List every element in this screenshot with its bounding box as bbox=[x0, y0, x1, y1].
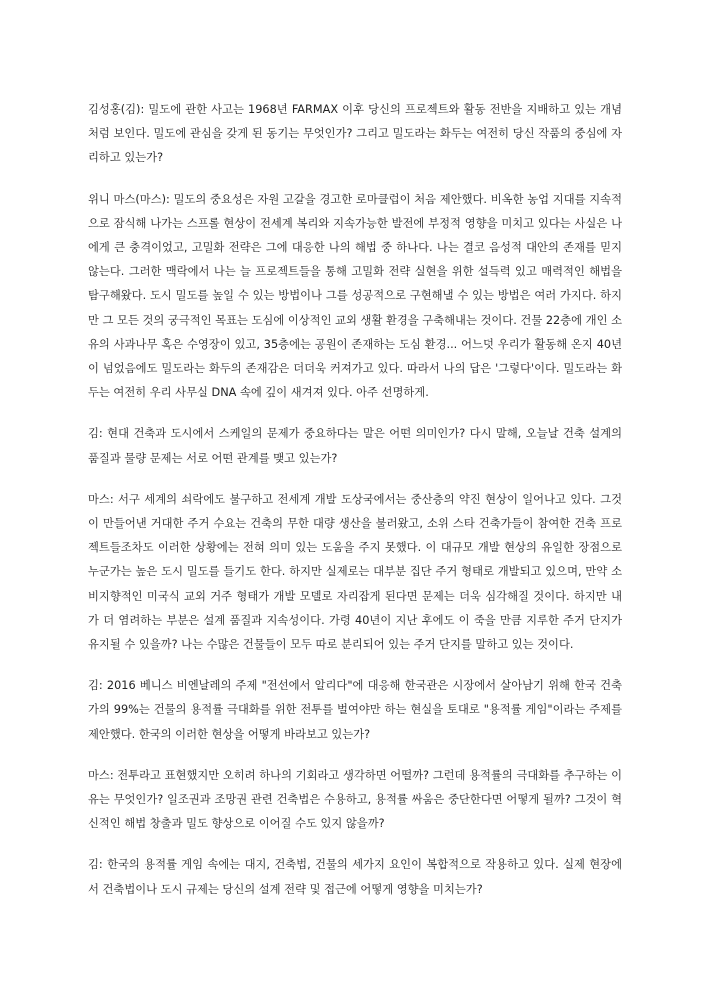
interview-question-3: 김: 2016 베니스 비엔날레의 주제 "전선에서 알리다"에 대응해 한국관은 시장에서 살아남기 위해 한국 건축가의 99%는 건물의 용적률 극대화를 위한 전투를 벌여야만 하는 현실을 토대로 "용적률 게임"이라는 주제를 제안했다. 한국의 이러한 현상을 어떻게 바라보고 있는가? bbox=[88, 679, 622, 741]
interview-answer-3: 마스: 전투라고 표현했지만 오히려 하나의 기회라고 생각하면 어떨까? 그런데 용적률의 극대화를 추구하는 이유는 무엇인가? 일조권과 조망권 관련 건축법은 수용하고, 용적률 싸움은 중단한다면 어떻게 될까? 그것이 혁신적인 해법 창출과 밀도 향상으로 이어질 수도 있지 않을까? bbox=[88, 768, 622, 831]
document-page bbox=[88, 98, 622, 919]
interview-question-4: 김: 한국의 용적률 게임 속에는 대지, 건축법, 건물의 세가지 요인이 복합적으로 작용하고 있다. 실제 현장에서 건축법이나 도시 규제는 당신의 설계 전략 및 접근에 어떻게 영향을 미치는가? bbox=[88, 858, 622, 896]
interview-answer-1: 위니 마스(마스): 밀도의 중요성은 자원 고갈을 경고한 로마클럽이 처음 제안했다. 비옥한 농업 지대를 지속적으로 잠식해 나가는 스프롤 현상이 전세계 복리와 지속가능한 발전에 부정적 영향을 미치고 있다는 사실은 나에게 큰 충격이었고, 고밀화 전략은 그에 대응한 나의 해법 중 하나다. 나는 결코 음성적 대안의 존재를 믿지 않는다. 그러한 맥락에서 나는 늘 프로젝트들을 통해 고밀화 전략 실현을 위한 설득력 있고 매력적인 해법을 탐구해왔다. 도시 밀도를 높일 수 있는 방법이나 그를 성공적으로 구현해낼 수 있는 방법은 여러 가지다. 하지만 그 모든 것의 궁극적인 목표는 도심에 이상적인 교외 생활 환경을 구축해내는 것이다. 건물 22층에 개인 소유의 사과나무 혹은 수영장이 있고, 35층에는 공원이 존재하는 도심 환경... 어느덧 우리가 활동해 온지 40년이 넘었음에도 밀도라는 화두의 존재감은 더더욱 커져가고 있다. 따라서 나의 답은 '그렇다'이다. 밀도라는 화두는 여전히 우리 사무실 DNA 속에 깊이 새겨져 있다. 아주 선명하게. bbox=[88, 192, 622, 400]
interview-question-1: 김성홍(김): 밀도에 관한 사고는 1968년 FARMAX 이후 당신의 프로젝트와 활동 전반을 지배하고 있는 개념처럼 보인다. 밀도에 관심을 갖게 된 동기는 무엇인가? 그리고 밀도라는 화두는 여전히 당신 작품의 중심에 자리하고 있는가? bbox=[88, 103, 622, 165]
interview-question-2: 김: 현대 건축과 도시에서 스케일의 문제가 중요하다는 말은 어떤 의미인가? 다시 말해, 오늘날 건축 설계의 품질과 물량 문제는 서로 어떤 관계를 맺고 있는가? bbox=[88, 427, 622, 465]
interview-answer-2: 마스: 서구 세계의 쇠락에도 불구하고 전세계 개발 도상국에서는 중산층의 약진 현상이 일어나고 있다. 그것이 만들어낸 거대한 주거 수요는 건축의 무한 대량 생산을 불러왔고, 소위 스타 건축가들이 참여한 건축 프로젝트들조차도 이러한 상황에는 전혀 의미 있는 도움을 주지 못했다. 이 대규모 개발 현상의 유일한 장점으로 누군가는 높은 도시 밀도를 들기도 한다. 하지만 실제로는 대부분 집단 주거 형태로 개발되고 있으며, 만약 소비지향적인 미국식 교외 거주 형태가 개발 모델로 자리잡게 된다면 문제는 더욱 심각해질 것이다. 하지만 내가 더 염려하는 부분은 설계 품질과 지속성이다. 가령 40년이 지난 후에도 이 죽을 만큼 지루한 주거 단지가 유지될 수 있을까? 나는 수많은 건물들이 모두 따로 분리되어 있는 주거 단지를 말하고 있는 것이다. bbox=[88, 492, 622, 652]
